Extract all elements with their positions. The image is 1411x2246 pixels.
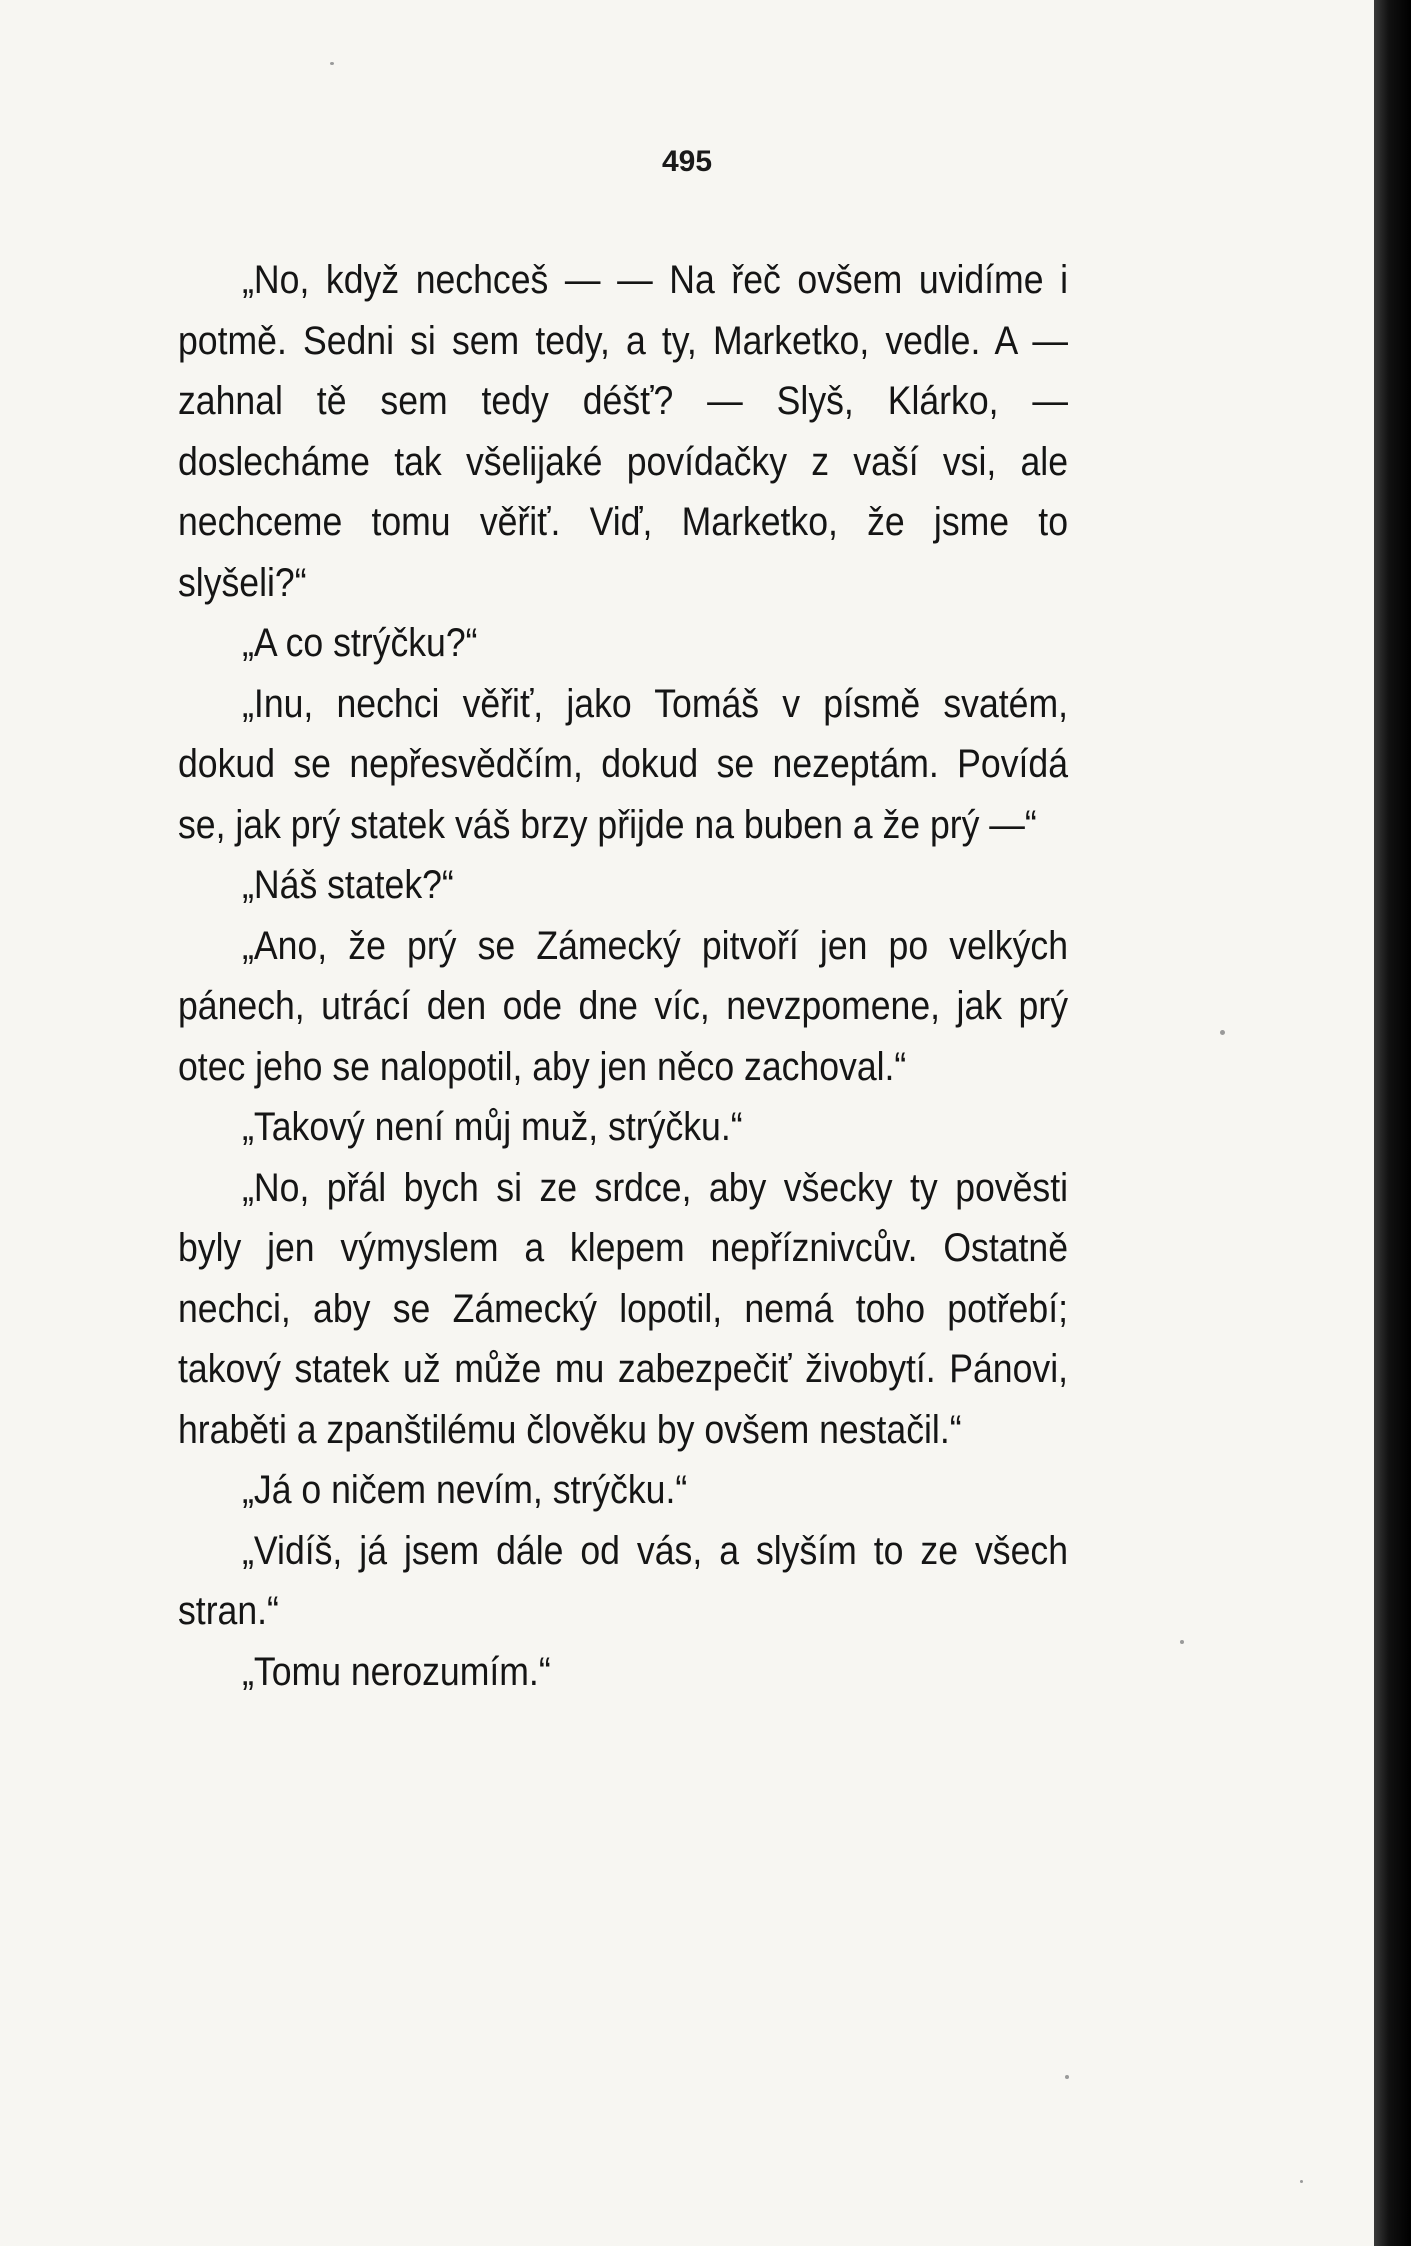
paragraph: „Náš statek?“ bbox=[242, 863, 454, 907]
page-edge-shadow bbox=[1374, 0, 1411, 2246]
paragraph: „No, když nechceš — — Na řeč ovšem uvidíme i potmě. Sedni si sem tedy, a ty, Marketko, vedle. A — zahnal tě sem tedy déšť? — Slyš, Klárko, — doslecháme tak všelijaké povídačky z vaší vsi, ale nechceme tomu věřiť. Viď, Marketko, že jsme to slyšeli?“ bbox=[178, 258, 1068, 605]
paper-speck bbox=[1300, 2180, 1303, 2183]
paragraph: „No, přál bych si ze srdce, aby všecky ty pověsti byly jen výmyslem a klepem nepříznivcův. Ostatně nechci, aby se Zámecký lopotil, nemá toho potřebí; takový statek už může mu zabezpečiť živobytí. Pánovi, hraběti a zpanštilému člověku by ovšem nestačil.“ bbox=[178, 1165, 1068, 1452]
page-number: 495 bbox=[661, 145, 713, 178]
paragraph: „A co strýčku?“ bbox=[242, 621, 478, 665]
paragraph: „Já o ničem nevím, strýčku.“ bbox=[242, 1468, 688, 1512]
paragraph: „Inu, nechci věřiť, jako Tomáš v písmě svatém, dokud se nepřesvědčím, dokud se nezeptám. Povídá se, jak prý statek váš brzy přijde na buben a že prý —“ bbox=[178, 681, 1068, 847]
paper-speck bbox=[1065, 2075, 1069, 2079]
body-text bbox=[178, 250, 1068, 1702]
paragraph: „Vidíš, já jsem dále od vás, a slyším to ze všech stran.“ bbox=[178, 1528, 1068, 1633]
paper-speck bbox=[330, 62, 334, 65]
paragraph: „Tomu nerozumím.“ bbox=[242, 1649, 551, 1694]
paragraph: „Ano, že prý se Zámecký pitvoří jen po velkých pánech, utrácí den ode dne víc, nevzpomene, jak prý otec jeho se nalopotil, aby jen něco zachoval.“ bbox=[178, 923, 1068, 1089]
paper-speck bbox=[1220, 1030, 1225, 1035]
paper-speck bbox=[1180, 1640, 1184, 1644]
paragraph: „Takový není můj muž, strýčku.“ bbox=[242, 1105, 743, 1149]
